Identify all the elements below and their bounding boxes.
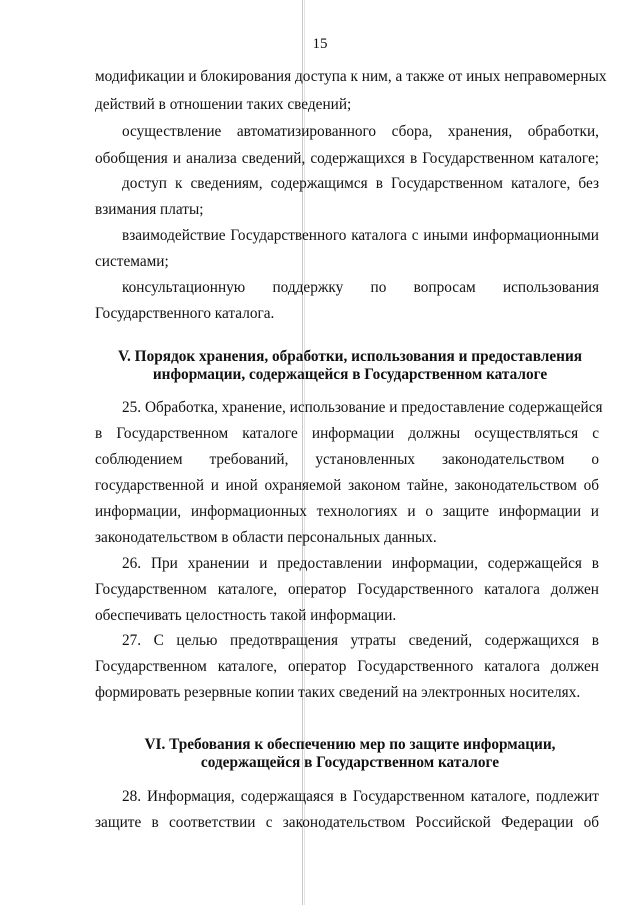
- text-line: формировать резервные копии таких сведений на электронных носителях.: [95, 684, 581, 701]
- text-line: системами;: [95, 253, 169, 270]
- text-line: соблюдением требований, установленных законодательством о: [95, 451, 599, 468]
- text-line: действий в отношении таких сведений;: [95, 96, 352, 113]
- section-v-heading-cont: информации, содержащейся в Государственном каталоге: [152, 366, 548, 383]
- text-line: законодательством в области персональных данных.: [95, 529, 437, 546]
- text-line: взаимодействие Государственного каталога с иными информационными: [122, 227, 599, 244]
- text-line: Государственном каталоге, оператор Государственного каталога должен: [95, 658, 599, 675]
- section-vi-heading: VI. Требования к обеспечению мер по защите информации,: [144, 736, 556, 753]
- page-number: 15: [312, 36, 328, 52]
- text-line: защите в соответствии с законодательством Российской Федерации об: [95, 814, 599, 831]
- paragraph-25: 25. Обработка, хранение, использование и предоставление содержащейся: [122, 399, 603, 416]
- section-vi-heading-cont: содержащейся в Государственном каталоге: [200, 754, 500, 771]
- text-line: Государственного каталога.: [95, 305, 275, 322]
- text-line: обобщения и анализа сведений, содержащихся в Государственном каталоге;: [95, 150, 599, 167]
- section-v-heading: V. Порядок хранения, обработки, использования и предоставления: [117, 348, 583, 365]
- text-line: модификации и блокирования доступа к ним, а также от иных неправомерных: [95, 68, 607, 85]
- text-line: в Государственном каталоге информации должны осуществляться с: [95, 425, 599, 442]
- paragraph-28: 28. Информация, содержащаяся в Государственном каталоге, подлежит: [122, 788, 599, 805]
- text-line: взимания платы;: [95, 201, 204, 218]
- text-line: обеспечивать целостность такой информации.: [95, 607, 397, 624]
- text-line: Государственном каталоге, оператор Государственного каталога должен: [95, 581, 599, 598]
- text-line: информации, информационных технологиях и о защите информации и: [95, 503, 599, 520]
- paragraph-27: 27. С целью предотвращения утраты сведений, содержащихся в: [122, 632, 599, 649]
- text-line: доступ к сведениям, содержащимся в Государственном каталоге, без: [122, 175, 599, 192]
- text-line: консультационную поддержку по вопросам использования: [122, 279, 599, 296]
- paragraph-26: 26. При хранении и предоставлении информации, содержащейся в: [122, 555, 599, 572]
- text-line: осуществление автоматизированного сбора, хранения, обработки,: [122, 123, 599, 140]
- text-line: государственной и иной охраняемой законом тайне, законодательством об: [95, 477, 599, 494]
